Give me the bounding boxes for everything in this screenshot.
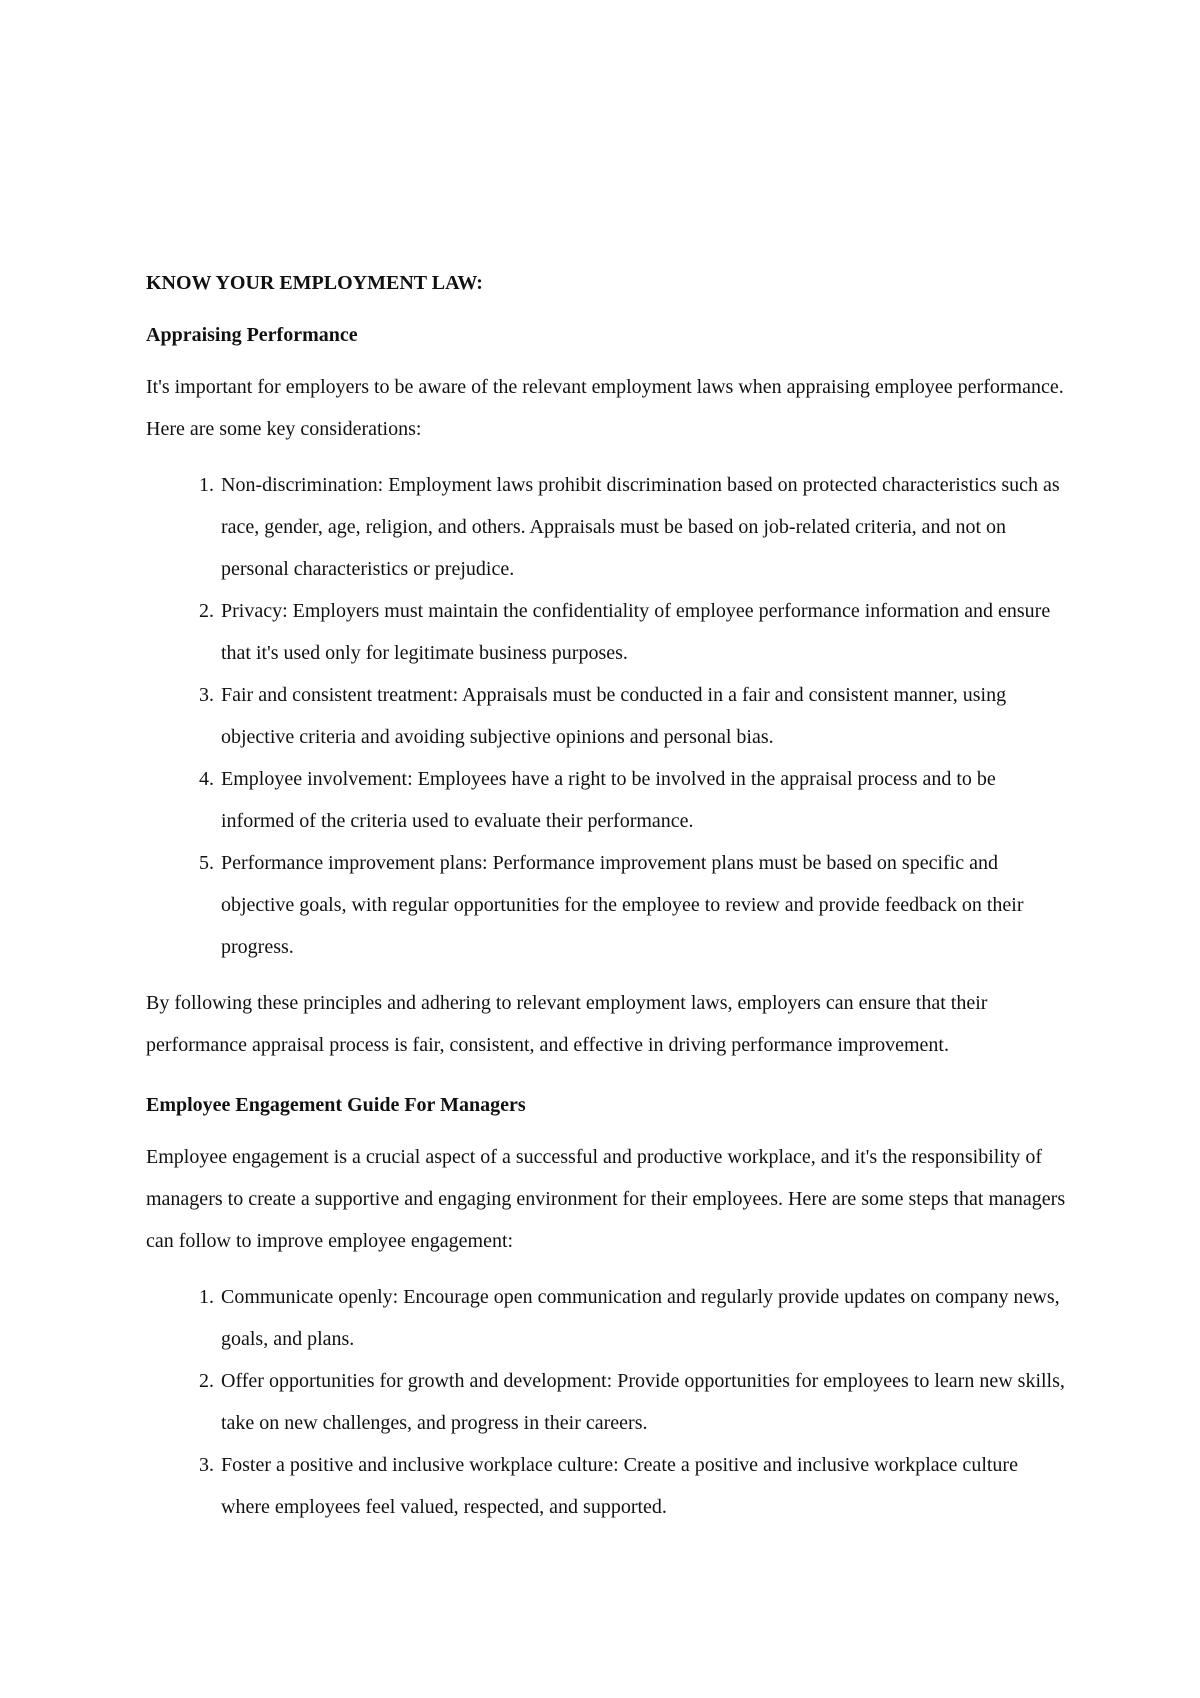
list-item: 1. Communicate openly: Encourage open communication and regularly provide updates on company news, goals, and plans. (219, 1276, 1071, 1360)
considerations-list (146, 464, 1071, 968)
section-conclusion-paragraph: By following these principles and adhering to relevant employment laws, employers can ensure that their performance appraisal process is fair, consistent, and effective in driving performance improvement. (146, 992, 988, 1056)
list-item: 1. Non-discrimination: Employment laws prohibit discrimination based on protected characteristics such as race, gender, age, religion, and others. Appraisals must be based on job-related criteria, and not on personal characteristics or prejudice. (219, 464, 1071, 590)
list-item: 2. Offer opportunities for growth and development: Provide opportunities for employees to learn new skills, take on new challenges, and progress in their careers. (219, 1360, 1071, 1444)
list-item: 3. Fair and consistent treatment: Appraisals must be conducted in a fair and consistent manner, using objective criteria and avoiding subjective opinions and personal bias. (219, 674, 1071, 758)
document-title: KNOW YOUR EMPLOYMENT LAW: (146, 272, 483, 294)
section-intro-paragraph: Employee engagement is a crucial aspect of a successful and productive workplace, and it's the responsibility of managers to create a supportive and engaging environment for their employees. Here are some steps that managers can follow to improve employee engagement: (146, 1146, 1066, 1252)
list-item: 4. Employee involvement: Employees have a right to be involved in the appraisal process and to be informed of the criteria used to evaluate their performance. (219, 758, 1071, 842)
list-item: 2. Privacy: Employers must maintain the confidentiality of employee performance information and ensure that it's used only for legitimate business purposes. (219, 590, 1071, 674)
list-item: 3. Foster a positive and inclusive workplace culture: Create a positive and inclusive workplace culture where employees feel valued, respected, and supported. (219, 1444, 1071, 1528)
section-heading-employee-engagement: Employee Engagement Guide For Managers (146, 1094, 526, 1116)
document-content (146, 262, 1071, 1542)
section-intro-paragraph: It's important for employers to be aware of the relevant employment laws when appraising employee performance. Here are some key considerations: (146, 376, 1064, 440)
section-heading-appraising-performance: Appraising Performance (146, 324, 358, 346)
list-item: 5. Performance improvement plans: Performance improvement plans must be based on specific and objective goals, with regular opportunities for the employee to review and provide feedback on their progress. (219, 842, 1071, 968)
engagement-steps-list (146, 1276, 1071, 1528)
